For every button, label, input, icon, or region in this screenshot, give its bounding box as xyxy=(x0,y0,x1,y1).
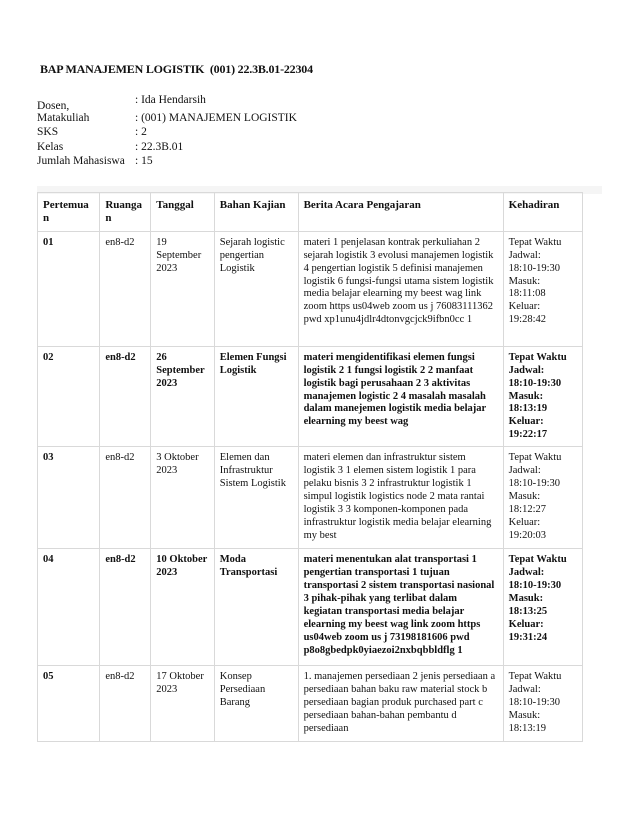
kehadiran-line: Keluar: xyxy=(508,618,544,630)
cell-ruangan: en8-d2 xyxy=(100,346,151,446)
info-value: : 15 xyxy=(135,154,153,167)
kehadiran-line: Masuk: xyxy=(508,490,541,502)
course-info xyxy=(37,93,297,168)
kehadiran-line: 18:13:19 xyxy=(508,403,548,415)
info-value: : Ida Hendarsih xyxy=(135,94,206,106)
info-value: : 2 xyxy=(135,126,147,139)
kehadiran-line: Keluar: xyxy=(508,301,541,313)
column-header-kehadiran: Kehadiran xyxy=(503,193,582,232)
kehadiran-line: 18:10-19:30 xyxy=(508,377,562,389)
table-row xyxy=(38,231,583,346)
cell-bahan-kajian: Konsep Persediaan Barang xyxy=(214,666,298,742)
document-title: BAP MANAJEMEN LOGISTIK (001) 22.3B.01-22304 xyxy=(40,62,313,76)
cell-tanggal: 3 Oktober 2023 xyxy=(151,447,214,549)
kehadiran-line: Tepat Waktu xyxy=(508,236,562,248)
column-header-ruangan: Ruangan xyxy=(100,193,151,232)
kehadiran-line: 18:13:25 xyxy=(508,605,548,617)
cell-kehadiran xyxy=(503,346,582,446)
cell-ruangan: en8-d2 xyxy=(100,549,151,666)
table-row xyxy=(38,447,583,549)
kehadiran-line: 18:10-19:30 xyxy=(508,477,560,489)
info-label: SKS xyxy=(37,126,59,139)
cell-bahan-kajian: Elemen Fungsi Logistik xyxy=(214,346,298,446)
cell-ruangan: en8-d2 xyxy=(100,666,151,742)
kehadiran-line: Keluar: xyxy=(508,416,544,428)
column-header-tanggal: Tanggal xyxy=(151,193,214,232)
kehadiran-line: 19:28:42 xyxy=(508,314,546,326)
cell-tanggal: 19 September 2023 xyxy=(151,231,214,346)
info-label: Dosen, xyxy=(37,100,70,112)
cell-berita-acara: 1. manajemen persediaan 2 jenis persediaan a persediaan bahan baku raw material stock b persediaan bagian produk purchased part c persediaan bahan-bahan pembantu d persediaan xyxy=(298,666,503,742)
info-label: Kelas xyxy=(37,140,64,153)
kehadiran-line: Masuk: xyxy=(508,275,541,287)
cell-bahan-kajian: Moda Transportasi xyxy=(214,549,298,666)
cell-kehadiran xyxy=(503,231,582,346)
cell-tanggal: 17 Oktober 2023 xyxy=(151,666,214,742)
kehadiran-line: 18:10-19:30 xyxy=(508,262,560,274)
info-label: Jumlah Mahasiswa xyxy=(37,154,125,167)
info-label: Matakuliah xyxy=(37,112,90,124)
kehadiran-line: 18:11:08 xyxy=(508,288,546,300)
cell-pertemuan: 05 xyxy=(38,666,100,742)
table-row xyxy=(38,549,583,666)
info-value: : 22.3B.01 xyxy=(135,140,184,153)
kehadiran-line: Jadwal: xyxy=(508,249,541,261)
cell-berita-acara: materi menentukan alat transportasi 1 pengertian transportasi 1 tujuan transportasi 2 sistem transportasi nasional 3 pihak-pihak yang terlibat dalam kegiatan transportasi media belajar elearning my beest wag link zoom https us04web zoom us j 73198181606 pwd p8o8gbedpk0yiaezoi2nxbqbbldflg 1 xyxy=(298,549,503,666)
cell-tanggal: 10 Oktober 2023 xyxy=(151,549,214,666)
kehadiran-line: Jadwal: xyxy=(508,567,545,579)
table-row xyxy=(38,666,583,742)
kehadiran-line: Masuk: xyxy=(508,390,544,402)
kehadiran-line: Tepat Waktu xyxy=(508,351,567,363)
info-row-jumlah-mahasiswa xyxy=(37,154,297,168)
kehadiran-line: 19:22:17 xyxy=(508,429,548,441)
column-header-pertemuan: Pertemuan xyxy=(38,193,100,232)
info-row-kelas xyxy=(37,140,297,154)
table-row xyxy=(38,346,583,446)
kehadiran-line: Tepat Waktu xyxy=(508,554,567,566)
kehadiran-line: Tepat Waktu xyxy=(508,671,562,683)
cell-ruangan: en8-d2 xyxy=(100,447,151,549)
cell-bahan-kajian: Elemen dan Infrastruktur Sistem Logistik xyxy=(214,447,298,549)
cell-tanggal: 26 September 2023 xyxy=(151,346,214,446)
column-header-berita-acara: Berita Acara Pengajaran xyxy=(298,193,503,232)
cell-kehadiran xyxy=(503,666,582,742)
kehadiran-line: 18:10-19:30 xyxy=(508,696,560,708)
cell-pertemuan: 02 xyxy=(38,346,100,446)
kehadiran-line: 19:20:03 xyxy=(508,529,546,541)
kehadiran-line: 18:10-19:30 xyxy=(508,579,562,591)
kehadiran-line: 18:12:27 xyxy=(508,503,546,515)
cell-bahan-kajian: Sejarah logistic pengertian Logistik xyxy=(214,231,298,346)
column-header-bahan-kajian: Bahan Kajian xyxy=(214,193,298,232)
table-header-row xyxy=(38,193,583,232)
cell-berita-acara: materi mengidentifikasi elemen fungsi logistik 2 1 fungsi logistik 2 2 manfaat logistik bagi perusahaan 2 3 aktivitas manajemen logistic 2 4 masalah masalah dalam manejemen logistik media belajar elearning my beest wag xyxy=(298,346,503,446)
info-row-sks xyxy=(37,125,297,139)
kehadiran-line: Masuk: xyxy=(508,709,541,721)
kehadiran-line: 19:31:24 xyxy=(508,631,548,643)
cell-pertemuan: 03 xyxy=(38,447,100,549)
attendance-table xyxy=(37,192,583,742)
cell-ruangan: en8-d2 xyxy=(100,231,151,346)
cell-kehadiran xyxy=(503,447,582,549)
kehadiran-line: Tepat Waktu xyxy=(508,452,562,464)
info-row-dosen xyxy=(37,93,297,111)
kehadiran-line: Jadwal: xyxy=(508,364,545,376)
cell-pertemuan: 04 xyxy=(38,549,100,666)
kehadiran-line: Jadwal: xyxy=(508,684,541,696)
cell-berita-acara: materi elemen dan infrastruktur sistem logistik 3 1 elemen sistem logistik 1 para pelaku bisnis 3 2 infrastruktur logistik 1 simpul logistik logistics node 2 mata rantai logistik 3 3 komponen-komponen pada infrastruktur logistik media belajar elearning my best xyxy=(298,447,503,549)
info-row-matakuliah xyxy=(37,111,297,125)
cell-kehadiran xyxy=(503,549,582,666)
kehadiran-line: Masuk: xyxy=(508,592,544,604)
kehadiran-line: Jadwal: xyxy=(508,465,541,477)
cell-berita-acara: materi 1 penjelasan kontrak perkuliahan 2 sejarah logistik 3 evolusi manajemen logistik 4 pengertian logistik 5 definisi manajemen logistik 6 fungsi-fungsi utama sistem logistik media belajar elearning my beest wag link zoom https us04web zoom us j 76083111362 pwd xp1unu4jdlr4dtonvgcjck9ifbn0cc 1 xyxy=(298,231,503,346)
cell-pertemuan: 01 xyxy=(38,231,100,346)
info-value: : (001) MANAJEMEN LOGISTIK xyxy=(135,112,297,124)
kehadiran-line: 18:13:19 xyxy=(508,722,546,734)
kehadiran-line: Keluar: xyxy=(508,516,541,528)
